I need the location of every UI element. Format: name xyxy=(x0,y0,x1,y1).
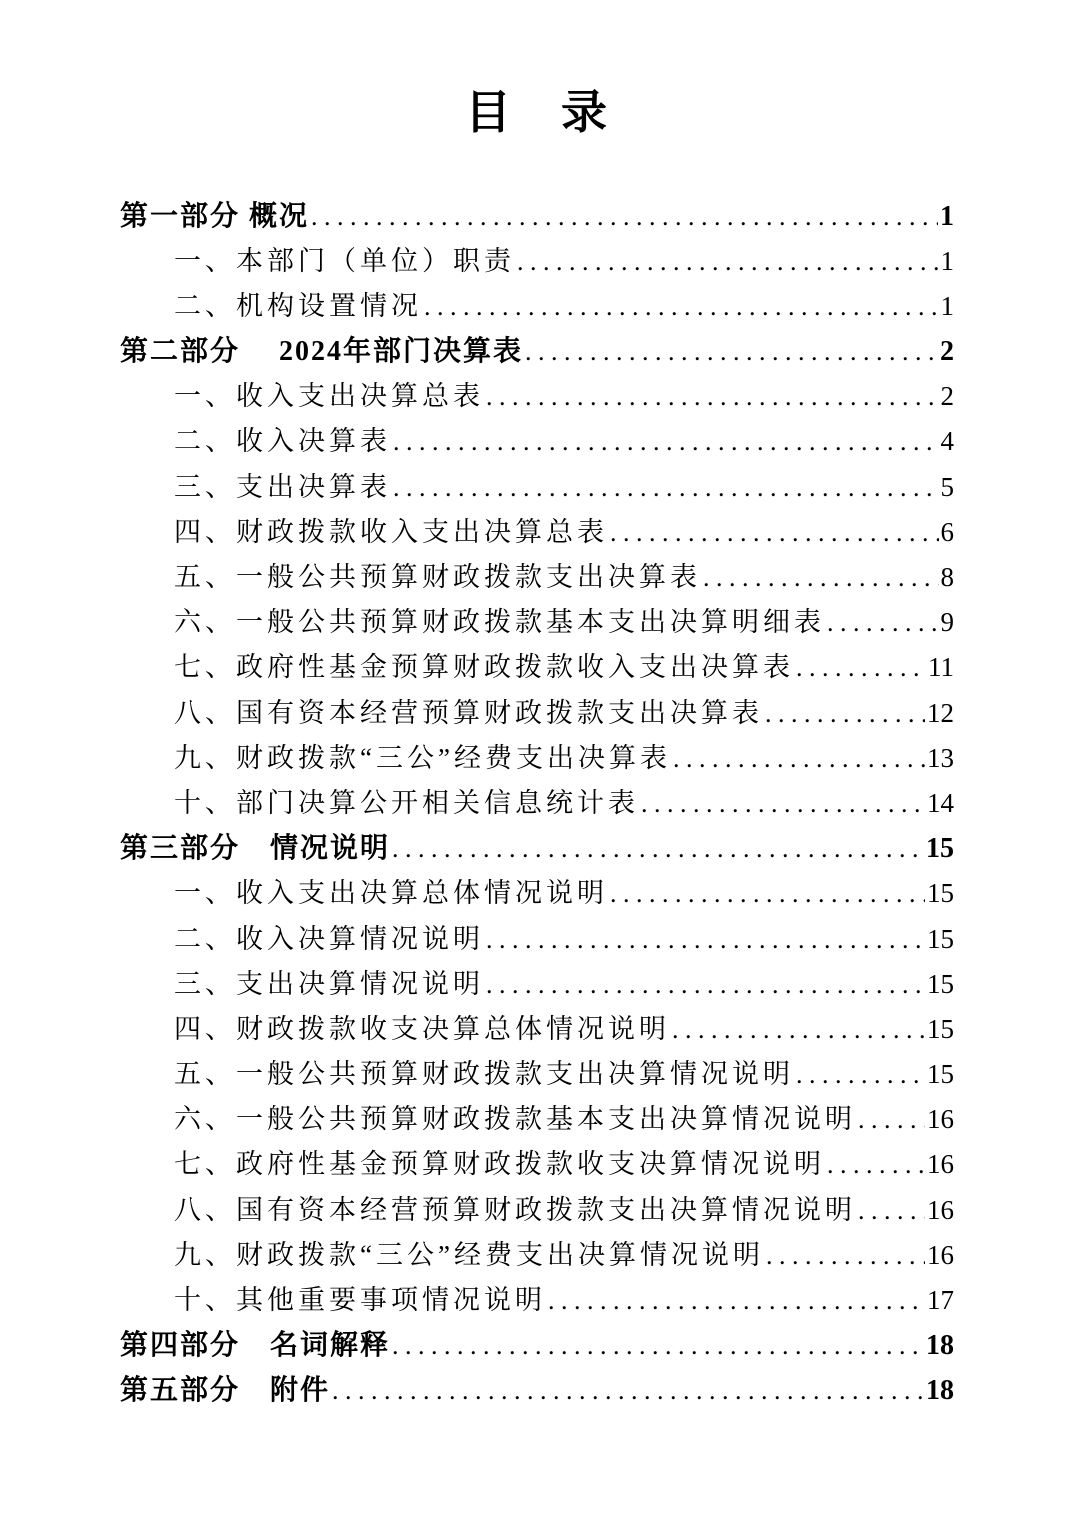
toc-entry-label: 五、一般公共预算财政拨款支出决算表 xyxy=(174,562,701,592)
toc-page-number: 16 xyxy=(927,1194,954,1225)
toc-dot-leader xyxy=(641,781,925,826)
toc-page-number: 15 xyxy=(927,968,954,999)
toc-dot-leader xyxy=(548,1278,925,1323)
toc-entry[interactable] xyxy=(120,510,954,555)
toc-dot-leader xyxy=(858,1097,925,1142)
toc-entry-label: 七、政府性基金预算财政拨款收支决算情况说明 xyxy=(174,1149,825,1180)
toc-entry-label: 一、收入支出决算总体情况说明 xyxy=(174,878,608,909)
toc-entry-label: 三、支出决算表 xyxy=(174,471,391,502)
toc-entry[interactable] xyxy=(120,962,954,1007)
toc-page-number: 13 xyxy=(927,742,954,773)
toc-page-number: 11 xyxy=(928,652,954,683)
toc-dot-leader xyxy=(765,691,925,736)
toc-entry-label: 五、一般公共预算财政拨款支出决算情况说明 xyxy=(174,1059,794,1090)
toc-entry[interactable] xyxy=(120,1188,954,1233)
toc-entry-label: 八、国有资本经营预算财政拨款支出决算表 xyxy=(174,697,763,728)
toc-page-number: 2 xyxy=(940,381,954,412)
toc-entry-label: 第二部分 2024年部门决算表 xyxy=(120,336,524,368)
toc-dot-leader xyxy=(486,917,925,962)
toc-dot-leader xyxy=(610,871,925,916)
toc-entry[interactable] xyxy=(120,1368,954,1413)
toc-entry-label: 第五部分 附件 xyxy=(120,1375,331,1407)
toc-dot-leader xyxy=(332,1368,924,1413)
toc-dot-leader xyxy=(858,1188,925,1233)
toc-entry[interactable] xyxy=(120,374,954,419)
toc-entry-label: 第一部分 概况 xyxy=(120,200,310,232)
toc-page-number: 18 xyxy=(926,1375,954,1407)
toc-entry[interactable] xyxy=(120,691,954,736)
toc-page-number: 16 xyxy=(927,1149,954,1180)
toc-entry[interactable] xyxy=(120,329,954,374)
toc-entry-label: 六、一般公共预算财政拨款基本支出决算明细表 xyxy=(174,607,825,638)
toc-entry[interactable] xyxy=(120,239,954,284)
toc-entry[interactable] xyxy=(120,284,954,329)
toc-page-number: 2 xyxy=(940,336,954,368)
toc-dot-leader xyxy=(525,329,938,374)
toc-entry-label: 九、财政拨款“三公”经费支出决算表 xyxy=(174,742,671,773)
toc-entry[interactable] xyxy=(120,736,954,781)
toc-entry-label: 一、收入支出决算总表 xyxy=(174,381,484,412)
toc-entry[interactable] xyxy=(120,826,954,871)
toc-page-number: 18 xyxy=(926,1330,954,1362)
toc-dot-leader xyxy=(672,1007,925,1052)
toc-dot-leader xyxy=(517,239,939,284)
toc-dot-leader xyxy=(486,962,925,1007)
toc-dot-leader xyxy=(827,600,939,645)
toc-entry[interactable] xyxy=(120,1142,954,1187)
toc-page-number: 15 xyxy=(926,833,954,865)
toc-entry[interactable] xyxy=(120,917,954,962)
toc-entry-label: 二、收入决算情况说明 xyxy=(174,923,484,954)
toc-entry-label: 十、部门决算公开相关信息统计表 xyxy=(174,787,639,818)
toc-entry[interactable] xyxy=(120,1097,954,1142)
toc-page-number: 12 xyxy=(927,697,954,728)
toc-entry[interactable] xyxy=(120,781,954,826)
toc-page-number: 15 xyxy=(927,1059,954,1090)
toc-page-number: 16 xyxy=(927,1239,954,1270)
toc-entry-label: 一、本部门（单位）职责 xyxy=(174,245,515,276)
toc-entry[interactable] xyxy=(120,645,954,690)
toc-dot-leader xyxy=(393,465,939,510)
toc-entry[interactable] xyxy=(120,600,954,645)
toc-dot-leader xyxy=(392,826,924,871)
toc-entry-label: 三、支出决算情况说明 xyxy=(174,968,484,999)
toc-entry[interactable] xyxy=(120,1278,954,1323)
toc-page-number: 15 xyxy=(927,923,954,954)
toc-page-number: 9 xyxy=(940,607,954,638)
toc-page-number: 15 xyxy=(927,878,954,909)
toc-entry-label: 八、国有资本经营预算财政拨款支出决算情况说明 xyxy=(174,1194,856,1225)
toc-entry-label: 四、财政拨款收支决算总体情况说明 xyxy=(174,1013,670,1044)
toc-page-number: 15 xyxy=(927,1013,954,1044)
toc-entry[interactable] xyxy=(120,1233,954,1278)
toc-entry-label: 六、一般公共预算财政拨款基本支出决算情况说明 xyxy=(174,1104,856,1135)
toc-page-number: 8 xyxy=(940,562,954,592)
toc-entry-label: 九、财政拨款“三公”经费支出决算情况说明 xyxy=(174,1239,764,1270)
toc-entry-label: 十、其他重要事项情况说明 xyxy=(174,1285,546,1315)
toc-dot-leader xyxy=(392,1323,924,1368)
toc-entry[interactable] xyxy=(120,1052,954,1097)
toc-entry[interactable] xyxy=(120,465,954,510)
toc-page-number: 1 xyxy=(940,245,954,276)
toc-dot-leader xyxy=(424,284,939,329)
toc-dot-leader xyxy=(827,1142,925,1187)
toc-entry[interactable] xyxy=(120,1007,954,1052)
toc-entry[interactable] xyxy=(120,871,954,916)
toc-entry-label: 第四部分 名词解释 xyxy=(120,1330,391,1362)
toc-entry-label: 二、机构设置情况 xyxy=(174,290,422,321)
toc-page-number: 5 xyxy=(940,471,954,502)
toc-page-number: 6 xyxy=(940,516,954,547)
toc-dot-leader xyxy=(703,555,939,600)
toc-entry-label: 二、收入决算表 xyxy=(174,426,391,457)
toc-page-number: 1 xyxy=(940,290,954,321)
toc-dot-leader xyxy=(311,194,938,239)
toc-page-number: 17 xyxy=(927,1285,954,1315)
toc-page-number: 14 xyxy=(927,787,954,818)
toc-dot-leader xyxy=(796,1052,925,1097)
toc-page-number: 16 xyxy=(927,1104,954,1135)
page-title: 目 录 xyxy=(465,87,609,138)
toc-list xyxy=(120,194,954,1414)
toc-entry-label: 七、政府性基金预算财政拨款收入支出决算表 xyxy=(174,652,794,683)
toc-entry[interactable] xyxy=(120,555,954,600)
toc-dot-leader xyxy=(393,419,939,464)
toc-entry-label: 四、财政拨款收入支出决算总表 xyxy=(174,516,608,547)
toc-dot-leader xyxy=(766,1233,925,1278)
toc-dot-leader xyxy=(610,510,939,555)
toc-page-number: 1 xyxy=(940,200,954,232)
toc-dot-leader xyxy=(673,736,925,781)
toc-entry-label: 第三部分 情况说明 xyxy=(120,833,391,865)
toc-dot-leader xyxy=(486,374,939,419)
toc-entry[interactable] xyxy=(120,1323,954,1368)
toc-entry[interactable] xyxy=(120,194,954,239)
toc-entry[interactable] xyxy=(120,419,954,464)
toc-dot-leader xyxy=(796,645,926,690)
toc-page-number: 4 xyxy=(940,426,954,457)
